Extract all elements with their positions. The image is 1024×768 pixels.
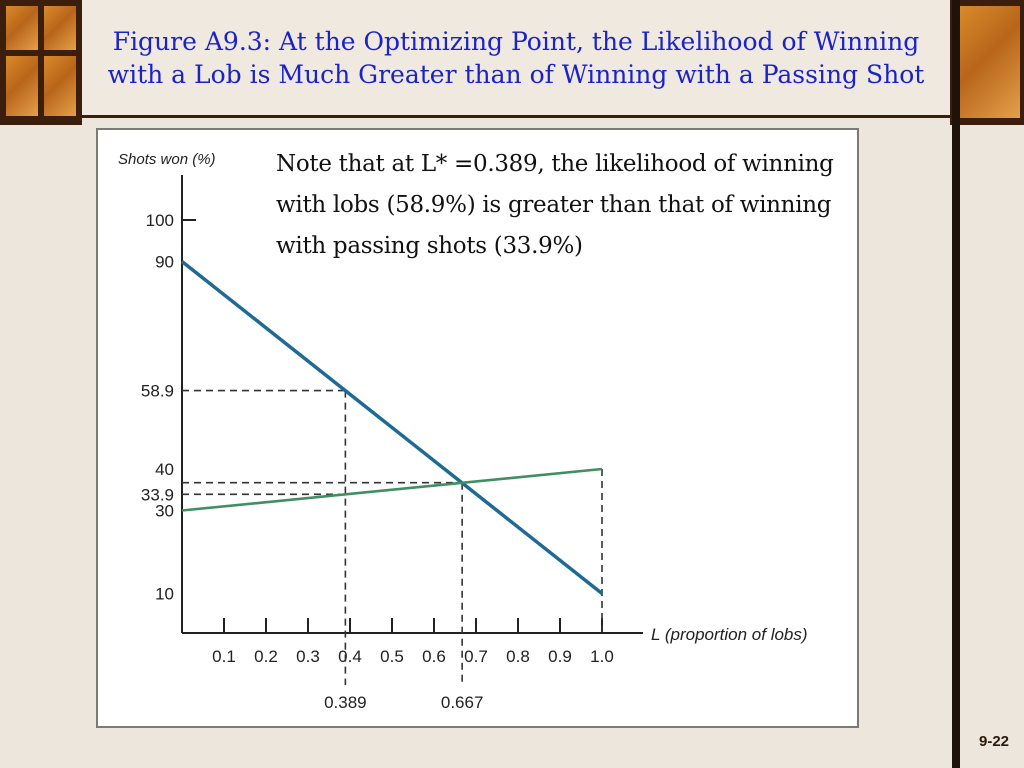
- chart-figure: [96, 128, 859, 728]
- window-pane: [44, 6, 76, 50]
- window-pane: [960, 6, 1020, 118]
- y-tick-label: 33.9: [140, 485, 174, 505]
- x-tick-label: 0.8: [506, 647, 530, 666]
- x-tick-label: 0.1: [212, 647, 236, 666]
- y-tick-label: 30: [155, 501, 174, 521]
- title-box: [82, 0, 950, 118]
- guide-x-label: 0.389: [324, 693, 367, 712]
- window-pane: [6, 6, 38, 50]
- x-tick-label: 0.4: [338, 647, 362, 666]
- window-pane: [44, 56, 76, 116]
- x-tick-label: 0.5: [380, 647, 404, 666]
- y-tick-label: 40: [155, 460, 174, 479]
- y-axis-label: Shots won (%): [118, 151, 216, 168]
- lob-series-line: [182, 262, 602, 594]
- slide-title: Figure A9.3: At the Optimizing Point, the Likelihood of Winning with a Lob is Much Greater than of Winning with a Passing Shot: [107, 26, 925, 89]
- y-tick-label: 58.9: [140, 381, 174, 401]
- y-tick-label: 10: [155, 584, 174, 604]
- y-tick-label: 100: [145, 211, 174, 230]
- x-tick-label: 0.9: [548, 647, 572, 666]
- y-tick-label: 90: [155, 252, 174, 272]
- window-pane: [6, 56, 38, 116]
- x-tick-label: 0.7: [464, 647, 488, 666]
- passing-series-line: [182, 469, 602, 511]
- x-tick-label: 1.0: [590, 647, 614, 666]
- chart-note: Note that at L* =0.389, the likelihood of winning with lobs (58.9%) is greater than that of winning with passing shots (33.9%): [276, 151, 834, 259]
- x-tick-label: 0.3: [296, 647, 320, 666]
- slide-number: 9-22: [978, 733, 1010, 750]
- x-axis-label: L (proportion of lobs): [651, 625, 808, 644]
- x-tick-label: 0.2: [254, 647, 278, 666]
- guide-x-label: 0.667: [440, 693, 484, 712]
- right-divider: [952, 0, 960, 768]
- x-tick-label: 0.6: [422, 647, 446, 666]
